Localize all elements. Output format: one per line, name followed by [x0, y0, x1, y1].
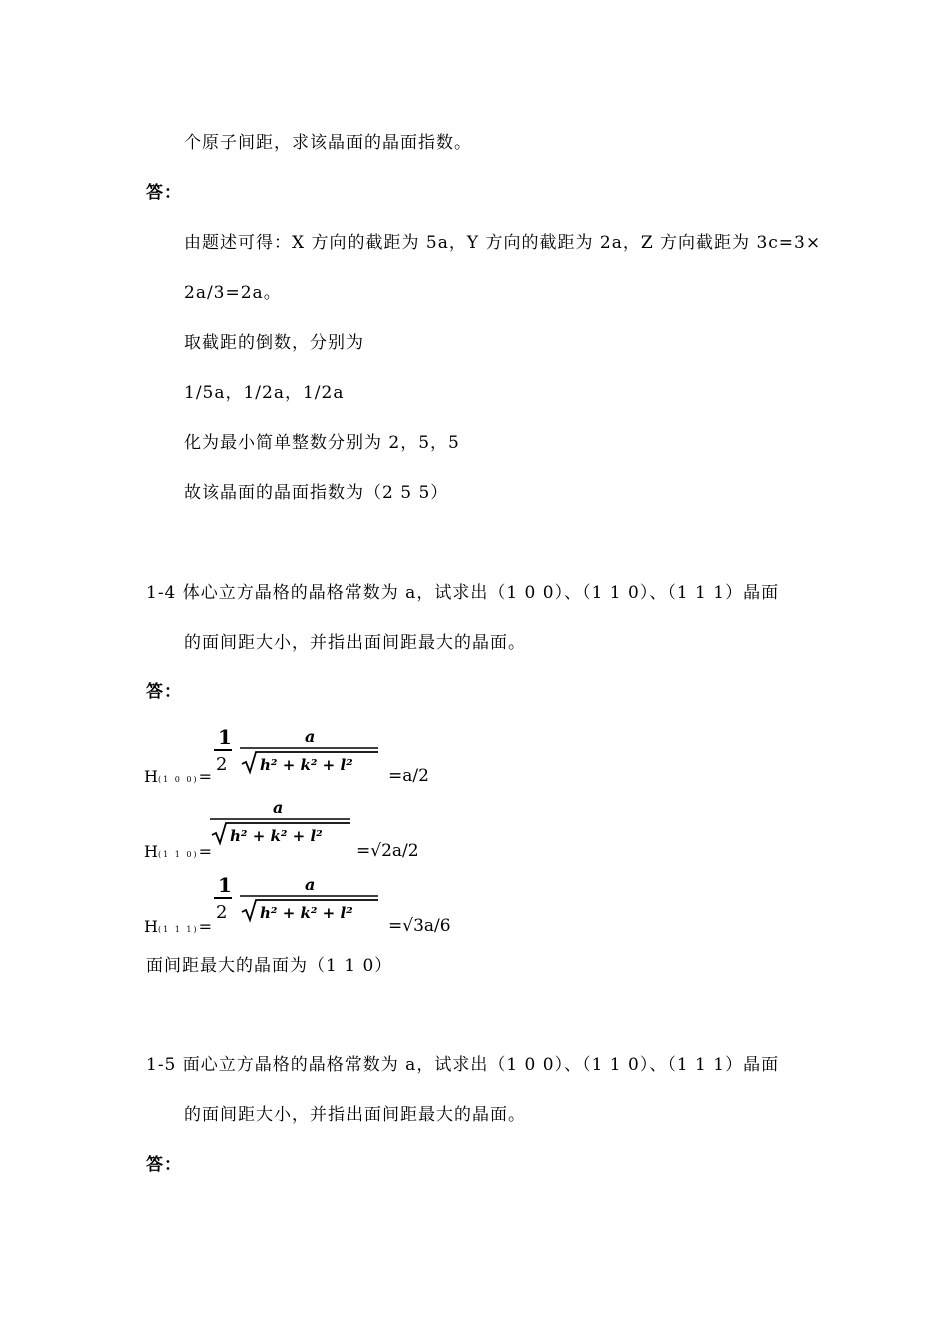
text-line: 化为最小简单整数分别为 2，5，5	[184, 433, 460, 453]
answer-label: 答：	[146, 682, 182, 702]
svg-text:a: a	[273, 798, 284, 817]
formula-result: =a/2	[388, 766, 429, 786]
svg-text:h² + k² + l²: h² + k² + l²	[260, 756, 353, 774]
svg-text:2: 2	[216, 754, 228, 775]
text-line: 的面间距大小，并指出面间距最大的晶面。	[184, 1105, 526, 1125]
answer-label: 答：	[146, 1155, 182, 1175]
svg-text:h² + k² + l²: h² + k² + l²	[260, 904, 353, 922]
svg-text:2: 2	[216, 902, 228, 923]
svg-text:1: 1	[218, 725, 232, 749]
svg-text:a: a	[305, 727, 316, 746]
question-1-5: 1-5 面心立方晶格的晶格常数为 a，试求出（1 0 0）、（1 1 0）、（1 1 1）晶面	[146, 1055, 780, 1075]
text-line: 的面间距大小，并指出面间距最大的晶面。	[184, 633, 526, 653]
formula-fraction-image	[208, 795, 354, 849]
formula-label: H(1 0 0)=	[144, 767, 212, 786]
text-line: 由题述可得：X 方向的截距为 5a，Y 方向的截距为 2a，Z 方向截距为 3c=3×	[184, 233, 822, 253]
text-line: 2a/3=2a。	[184, 283, 282, 303]
svg-text:1: 1	[218, 873, 232, 897]
question-1-4: 1-4 体心立方晶格的晶格常数为 a，试求出（1 0 0）、（1 1 0）、（1 1 1）晶面	[146, 583, 780, 603]
svg-text:a: a	[305, 875, 316, 894]
svg-text:h² + k² + l²: h² + k² + l²	[230, 827, 323, 845]
formula-result: =√3a/6	[388, 916, 451, 936]
formula-fraction-image	[210, 870, 380, 926]
text-line: 故该晶面的晶面指数为（2 5 5）	[184, 483, 449, 503]
formula-label: H(1 1 1)=	[144, 917, 212, 936]
answer-label: 答：	[146, 183, 182, 203]
text-line: 个原子间距，求该晶面的晶面指数。	[184, 133, 472, 153]
conclusion: 面间距最大的晶面为（1 1 0）	[146, 956, 393, 976]
text-line: 取截距的倒数，分别为	[184, 333, 364, 353]
formula-label: H(1 1 0)=	[144, 842, 212, 861]
formula-fraction-image	[210, 722, 380, 778]
text-line: 1/5a，1/2a，1/2a	[184, 383, 345, 403]
formula-h100	[144, 722, 544, 786]
formula-result: =√2a/2	[356, 841, 419, 861]
formula-h110	[144, 795, 544, 861]
formula-h111	[144, 870, 544, 936]
